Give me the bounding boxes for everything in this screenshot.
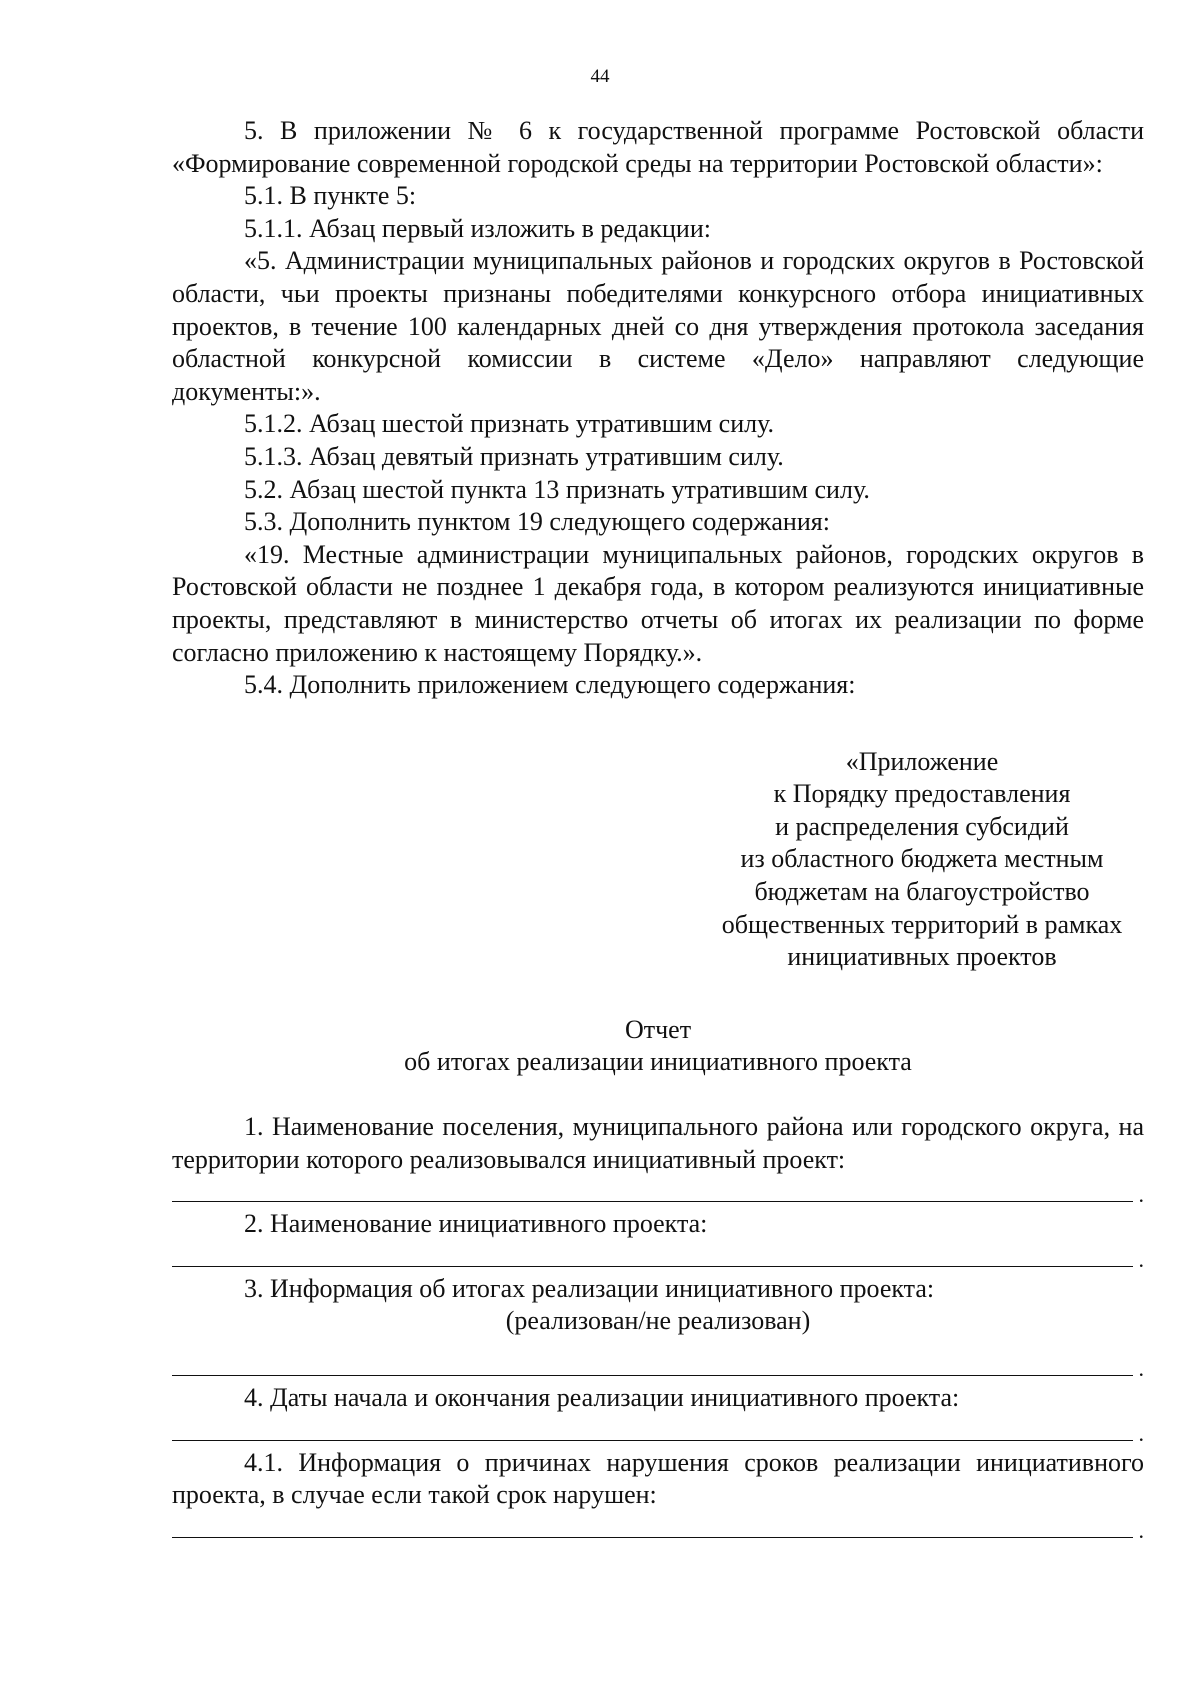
- paragraph-5-1: 5.1. В пункте 5:: [244, 181, 417, 211]
- field-4-1-label: 4.1. Информация о причинах нарушения сроков реализации инициативного проекта, в случае если такой срок нарушен:: [172, 1447, 1144, 1510]
- annex-line: общественных территорий в рамках: [721, 909, 1123, 939]
- paragraph-quote-5: «5. Администрации муниципальных районов и городских округов в Ростовской области, чьи проекты признаны победителями конкурсного отбора инициативных проектов, в течение 100 календарных дней со дня утверждения протокола заседания областной конкурсной комиссии в системе «Дело» направляют следующие документы:».: [172, 246, 1144, 406]
- underline: [172, 1537, 1133, 1538]
- line-end-dot: .: [1138, 1182, 1144, 1208]
- page-number: 44: [590, 66, 610, 87]
- fill-line-1: [172, 1176, 1144, 1208]
- paragraph-5-4: 5.4. Дополнить приложением следующего содержания:: [244, 670, 856, 700]
- underline: [172, 1375, 1133, 1376]
- document-body: [172, 115, 1144, 1544]
- paragraph-5-3: 5.3. Дополнить пунктом 19 следующего содержания:: [244, 507, 830, 537]
- fill-line-4: [172, 1415, 1144, 1447]
- fill-line-4-1: [172, 1512, 1144, 1544]
- annex-line: бюджетам на благоустройство: [754, 877, 1090, 907]
- field-3-hint: (реализован/не реализован): [505, 1306, 811, 1336]
- fill-line-2: [172, 1241, 1144, 1273]
- annex-line: инициативных проектов: [787, 942, 1057, 972]
- line-end-dot: .: [1138, 1420, 1144, 1446]
- paragraph-5: 5. В приложении № 6 к государственной программе Ростовской области «Формирование современной городской среды на территории Ростовской области»:: [172, 116, 1144, 178]
- paragraph-5-1-2: 5.1.2. Абзац шестой признать утратившим силу.: [244, 409, 775, 439]
- line-end-dot: .: [1138, 1246, 1144, 1272]
- field-2-label: 2. Наименование инициативного проекта:: [244, 1209, 708, 1239]
- underline: [172, 1440, 1133, 1441]
- report-form: [172, 1111, 1144, 1544]
- paragraph-quote-19: «19. Местные администрации муниципальных районов, городских округов в Ростовской области не позднее 1 декабря года, в котором реализуются инициативные проекты, представляют в министерство отчеты об итогах их реализации по форме согласно приложению к настоящему Порядку.».: [172, 539, 1144, 667]
- underline: [172, 1266, 1133, 1267]
- annex-line: из областного бюджета местным: [740, 844, 1104, 874]
- report-subtitle: об итогах реализации инициативного проекта: [404, 1047, 912, 1077]
- annex-header: [700, 746, 1144, 974]
- report-heading: [172, 1014, 1144, 1079]
- field-1-label: 1. Наименование поселения, муниципального района или городского округа, на территории которого реализовывался инициативный проект:: [172, 1112, 1144, 1174]
- field-3-label: 3. Информация об итогах реализации инициативного проекта:: [244, 1273, 935, 1303]
- paragraph-5-2: 5.2. Абзац шестой пункта 13 признать утратившим силу.: [244, 474, 870, 504]
- report-title: Отчет: [624, 1014, 692, 1044]
- annex-line: «Приложение: [845, 746, 999, 776]
- paragraph-5-1-3: 5.1.3. Абзац девятый признать утратившим силу.: [244, 441, 784, 471]
- fill-line-3: [172, 1350, 1144, 1382]
- paragraph-5-1-1: 5.1.1. Абзац первый изложить в редакции:: [244, 213, 711, 243]
- line-end-dot: .: [1138, 1517, 1144, 1543]
- underline: [172, 1201, 1133, 1202]
- annex-line: и распределения субсидий: [775, 811, 1069, 841]
- annex-line: к Порядку предоставления: [773, 779, 1071, 809]
- line-end-dot: .: [1138, 1356, 1144, 1381]
- field-4-label: 4. Даты начала и окончания реализации инициативного проекта:: [244, 1383, 960, 1412]
